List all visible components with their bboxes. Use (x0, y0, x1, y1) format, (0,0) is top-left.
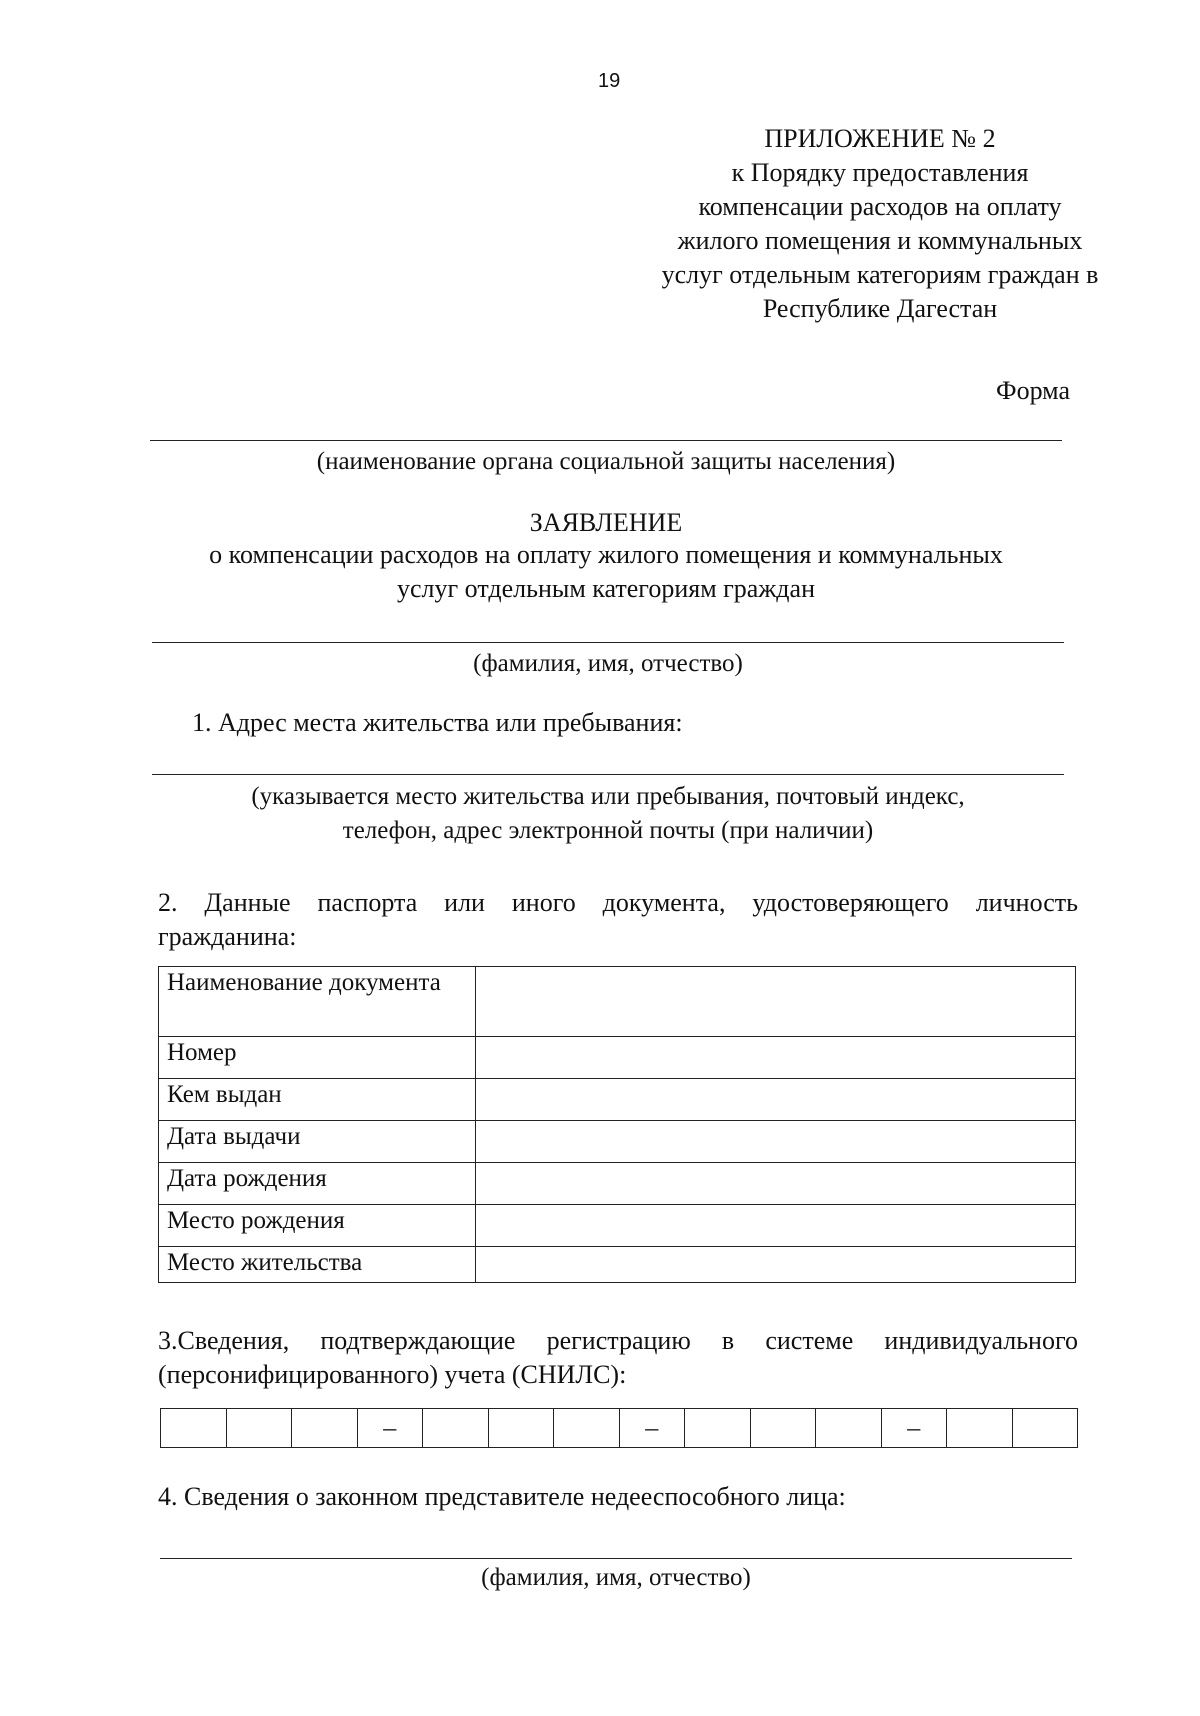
table-row (159, 967, 1076, 1037)
value-cell[interactable] (476, 967, 1076, 1037)
fio-field-line[interactable] (152, 642, 1064, 643)
value-cell[interactable] (476, 1121, 1076, 1163)
table-row (159, 1121, 1076, 1163)
value-cell[interactable] (476, 1037, 1076, 1079)
snils-cell[interactable] (292, 1409, 358, 1448)
value-cell[interactable] (476, 1079, 1076, 1121)
row-label: Место рождения (159, 1205, 476, 1247)
table-row (159, 1037, 1076, 1079)
snils-separator: – (357, 1409, 423, 1448)
table-row (159, 1163, 1076, 1205)
appendix-line: услуг отдельным категориям граждан в (661, 260, 1099, 289)
snils-separator: – (619, 1409, 685, 1448)
application-subtitle (150, 538, 1062, 606)
fio-caption: (фамилия, имя, отчество) (473, 650, 743, 677)
snils-cell[interactable] (685, 1409, 751, 1448)
row-label: Место жительства (159, 1247, 476, 1283)
snils-grid (160, 1408, 1078, 1448)
snils-cell[interactable] (488, 1409, 554, 1448)
row-label: Кем выдан (159, 1079, 476, 1121)
value-cell[interactable] (476, 1247, 1076, 1283)
page-number: 19 (598, 70, 621, 92)
address-field-line[interactable] (152, 774, 1064, 775)
snils-cell[interactable] (554, 1409, 620, 1448)
application-subtitle-line: о компенсации расходов на оплату жилого помещения и коммунальных (209, 540, 1003, 569)
section2-line: гражданина: (158, 922, 297, 951)
address-caption-line: телефон, адрес электронной почты (при наличии) (342, 817, 874, 844)
appendix-line: жилого помещения и коммунальных (677, 226, 1083, 255)
appendix-title: ПРИЛОЖЕНИЕ № 2 (764, 124, 996, 153)
form-label: Форма (996, 376, 1070, 405)
authority-caption: (наименование органа социальной защиты населения) (316, 448, 896, 475)
authority-field-line[interactable] (150, 440, 1062, 441)
appendix-line: Республике Дагестан (762, 294, 998, 323)
snils-cell[interactable] (750, 1409, 816, 1448)
row-label: Дата рождения (159, 1163, 476, 1205)
section1-label: 1. Адрес места жительства или пребывания: (192, 708, 683, 737)
snils-row (161, 1409, 1078, 1448)
appendix-line: к Порядку предоставления (731, 158, 1029, 187)
section4-label: 4. Сведения о законном представителе недееспособного лица: (158, 1482, 846, 1511)
section3-line: 3.Сведения, подтверждающие регистрацию в системе индивидуального (158, 1326, 1078, 1355)
section3-line: (персонифицированного) учета (СНИЛС): (158, 1360, 627, 1389)
table-row (159, 1079, 1076, 1121)
section2-text (158, 886, 1078, 954)
appendix-line: компенсации расходов на оплату (698, 192, 1062, 221)
passport-table (158, 966, 1076, 1283)
snils-cell[interactable] (423, 1409, 489, 1448)
snils-cell[interactable] (161, 1409, 227, 1448)
snils-cell[interactable] (1012, 1409, 1078, 1448)
section2-line: 2. Данные паспорта или иного документа, удостоверяющего личность (158, 888, 1078, 917)
value-cell[interactable] (476, 1205, 1076, 1247)
snils-cell[interactable] (947, 1409, 1013, 1448)
appendix-block (620, 122, 1140, 326)
row-label: Наименование документа (159, 967, 476, 1037)
row-label: Дата выдачи (159, 1121, 476, 1163)
application-title: ЗАЯВЛЕНИЕ (529, 508, 683, 537)
snils-separator: – (881, 1409, 947, 1448)
snils-cell[interactable] (816, 1409, 882, 1448)
application-subtitle-line: услуг отдельным категориям граждан (397, 574, 815, 603)
table-row (159, 1205, 1076, 1247)
section3-text (158, 1324, 1078, 1392)
address-caption-line: (указывается место жительства или пребывания, почтовый индекс, (251, 783, 965, 810)
table-row (159, 1247, 1076, 1283)
address-caption (152, 780, 1064, 848)
row-label: Номер (159, 1037, 476, 1079)
representative-caption: (фамилия, имя, отчество) (481, 1564, 751, 1591)
representative-field-line[interactable] (160, 1558, 1072, 1559)
value-cell[interactable] (476, 1163, 1076, 1205)
snils-cell[interactable] (226, 1409, 292, 1448)
